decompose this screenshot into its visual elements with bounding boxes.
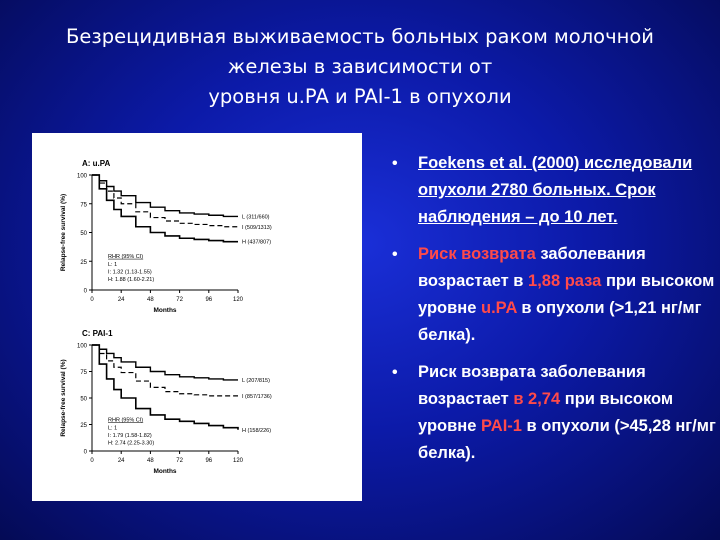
x-tick-label: 0 xyxy=(90,458,94,464)
slide-title-line: уровня u.PA и PAI-1 в опухоли xyxy=(208,85,512,108)
y-tick-label: 100 xyxy=(76,343,87,350)
x-tick-label: 24 xyxy=(117,458,125,464)
bullet-foekens xyxy=(388,150,718,231)
x-tick-label: 24 xyxy=(117,297,125,303)
hazard-header: RHR (95% CI) xyxy=(108,253,144,260)
survival-charts-svg xyxy=(32,133,362,501)
series-label: L (207/815) xyxy=(242,377,270,384)
y-tick-label: 50 xyxy=(80,231,87,237)
highlight-value: 1,88 раза xyxy=(528,272,602,290)
bullet-text: заболевания возрастает в xyxy=(418,245,646,290)
hazard-ratio: H: 1.88 (1.60-2.21) xyxy=(108,276,155,283)
highlight-text: Риск возврата xyxy=(418,245,536,263)
hazard-ratio: H: 2.74 (2.25-3.30) xyxy=(108,440,155,447)
y-tick-label: 75 xyxy=(80,202,87,209)
x-tick-label: 72 xyxy=(176,297,183,303)
bullet-upa-risk xyxy=(388,241,718,349)
y-tick-label: 25 xyxy=(80,259,87,266)
slide-title-line: Безрецидивная выживаемость больных раком молочной xyxy=(66,25,654,48)
panel-label: A: u.PA xyxy=(82,159,111,168)
x-tick-label: 48 xyxy=(147,297,154,303)
bullet-list xyxy=(388,150,718,477)
x-axis-label: Months xyxy=(153,307,177,314)
series-label: H (437/807) xyxy=(242,239,272,246)
x-tick-label: 72 xyxy=(176,458,183,464)
series-label: I (857/1736) xyxy=(242,393,272,400)
x-tick-label: 0 xyxy=(90,297,94,303)
hazard-ratio: L: 1 xyxy=(108,425,118,432)
series-label: L (311/660) xyxy=(242,214,270,221)
bullet-text: при высоком уровне xyxy=(418,390,674,435)
x-tick-label: 96 xyxy=(205,458,213,464)
y-tick-label: 50 xyxy=(80,396,87,403)
bullet-marker: • xyxy=(392,155,398,172)
survival-curve xyxy=(92,345,238,380)
series-label: I (509/1313) xyxy=(242,224,272,231)
bullet-marker: • xyxy=(392,246,398,263)
x-tick-label: 120 xyxy=(232,458,244,464)
x-axis-label: Months xyxy=(153,468,177,475)
y-axis-label: Relapse-free survival (%) xyxy=(60,193,67,272)
y-tick-label: 0 xyxy=(83,449,87,456)
highlight-value: в 2,74 xyxy=(513,390,561,408)
y-axis-label: Relapse-free survival (%) xyxy=(60,359,67,437)
series-label: H (158/226) xyxy=(242,427,272,434)
y-tick-label: 0 xyxy=(83,288,87,295)
bullet-marker: • xyxy=(392,364,398,381)
bullet-text: при высоком уровне xyxy=(418,272,715,317)
bullet-text: в опухоли (>45,28 нг/мг белка). xyxy=(418,417,716,462)
panel-label: C: PAI-1 xyxy=(82,329,113,338)
bullet-text: в опухоли (>1,21 нг/мг белка). xyxy=(418,299,702,344)
hazard-ratio: L: 1 xyxy=(108,261,118,268)
x-tick-label: 120 xyxy=(232,297,244,303)
x-tick-label: 48 xyxy=(147,458,154,464)
y-tick-label: 100 xyxy=(76,173,87,180)
slide-title xyxy=(20,22,700,112)
y-tick-label: 75 xyxy=(80,370,87,376)
survival-figure xyxy=(32,133,362,501)
bullet-text: Foekens et al. (2000) исследовали опухоли 2780 больных. Срок наблюдения – до 10 лет. xyxy=(418,154,693,226)
highlight-marker: PAI-1 xyxy=(481,417,522,435)
bullet-pai1-risk xyxy=(388,359,718,467)
hazard-ratio: I: 1.79 (1.58-1.82) xyxy=(108,432,152,439)
y-tick-label: 25 xyxy=(80,423,87,429)
bullet-text: Риск возврата заболевания возрастает xyxy=(418,363,646,408)
x-tick-label: 96 xyxy=(205,297,213,303)
highlight-marker: u.PA xyxy=(481,299,517,317)
hazard-ratio: I: 1.32 (1.13-1.55) xyxy=(108,269,152,276)
hazard-header: RHR (95% CI) xyxy=(108,417,144,424)
slide-title-line: железы в зависимости от xyxy=(227,55,493,78)
